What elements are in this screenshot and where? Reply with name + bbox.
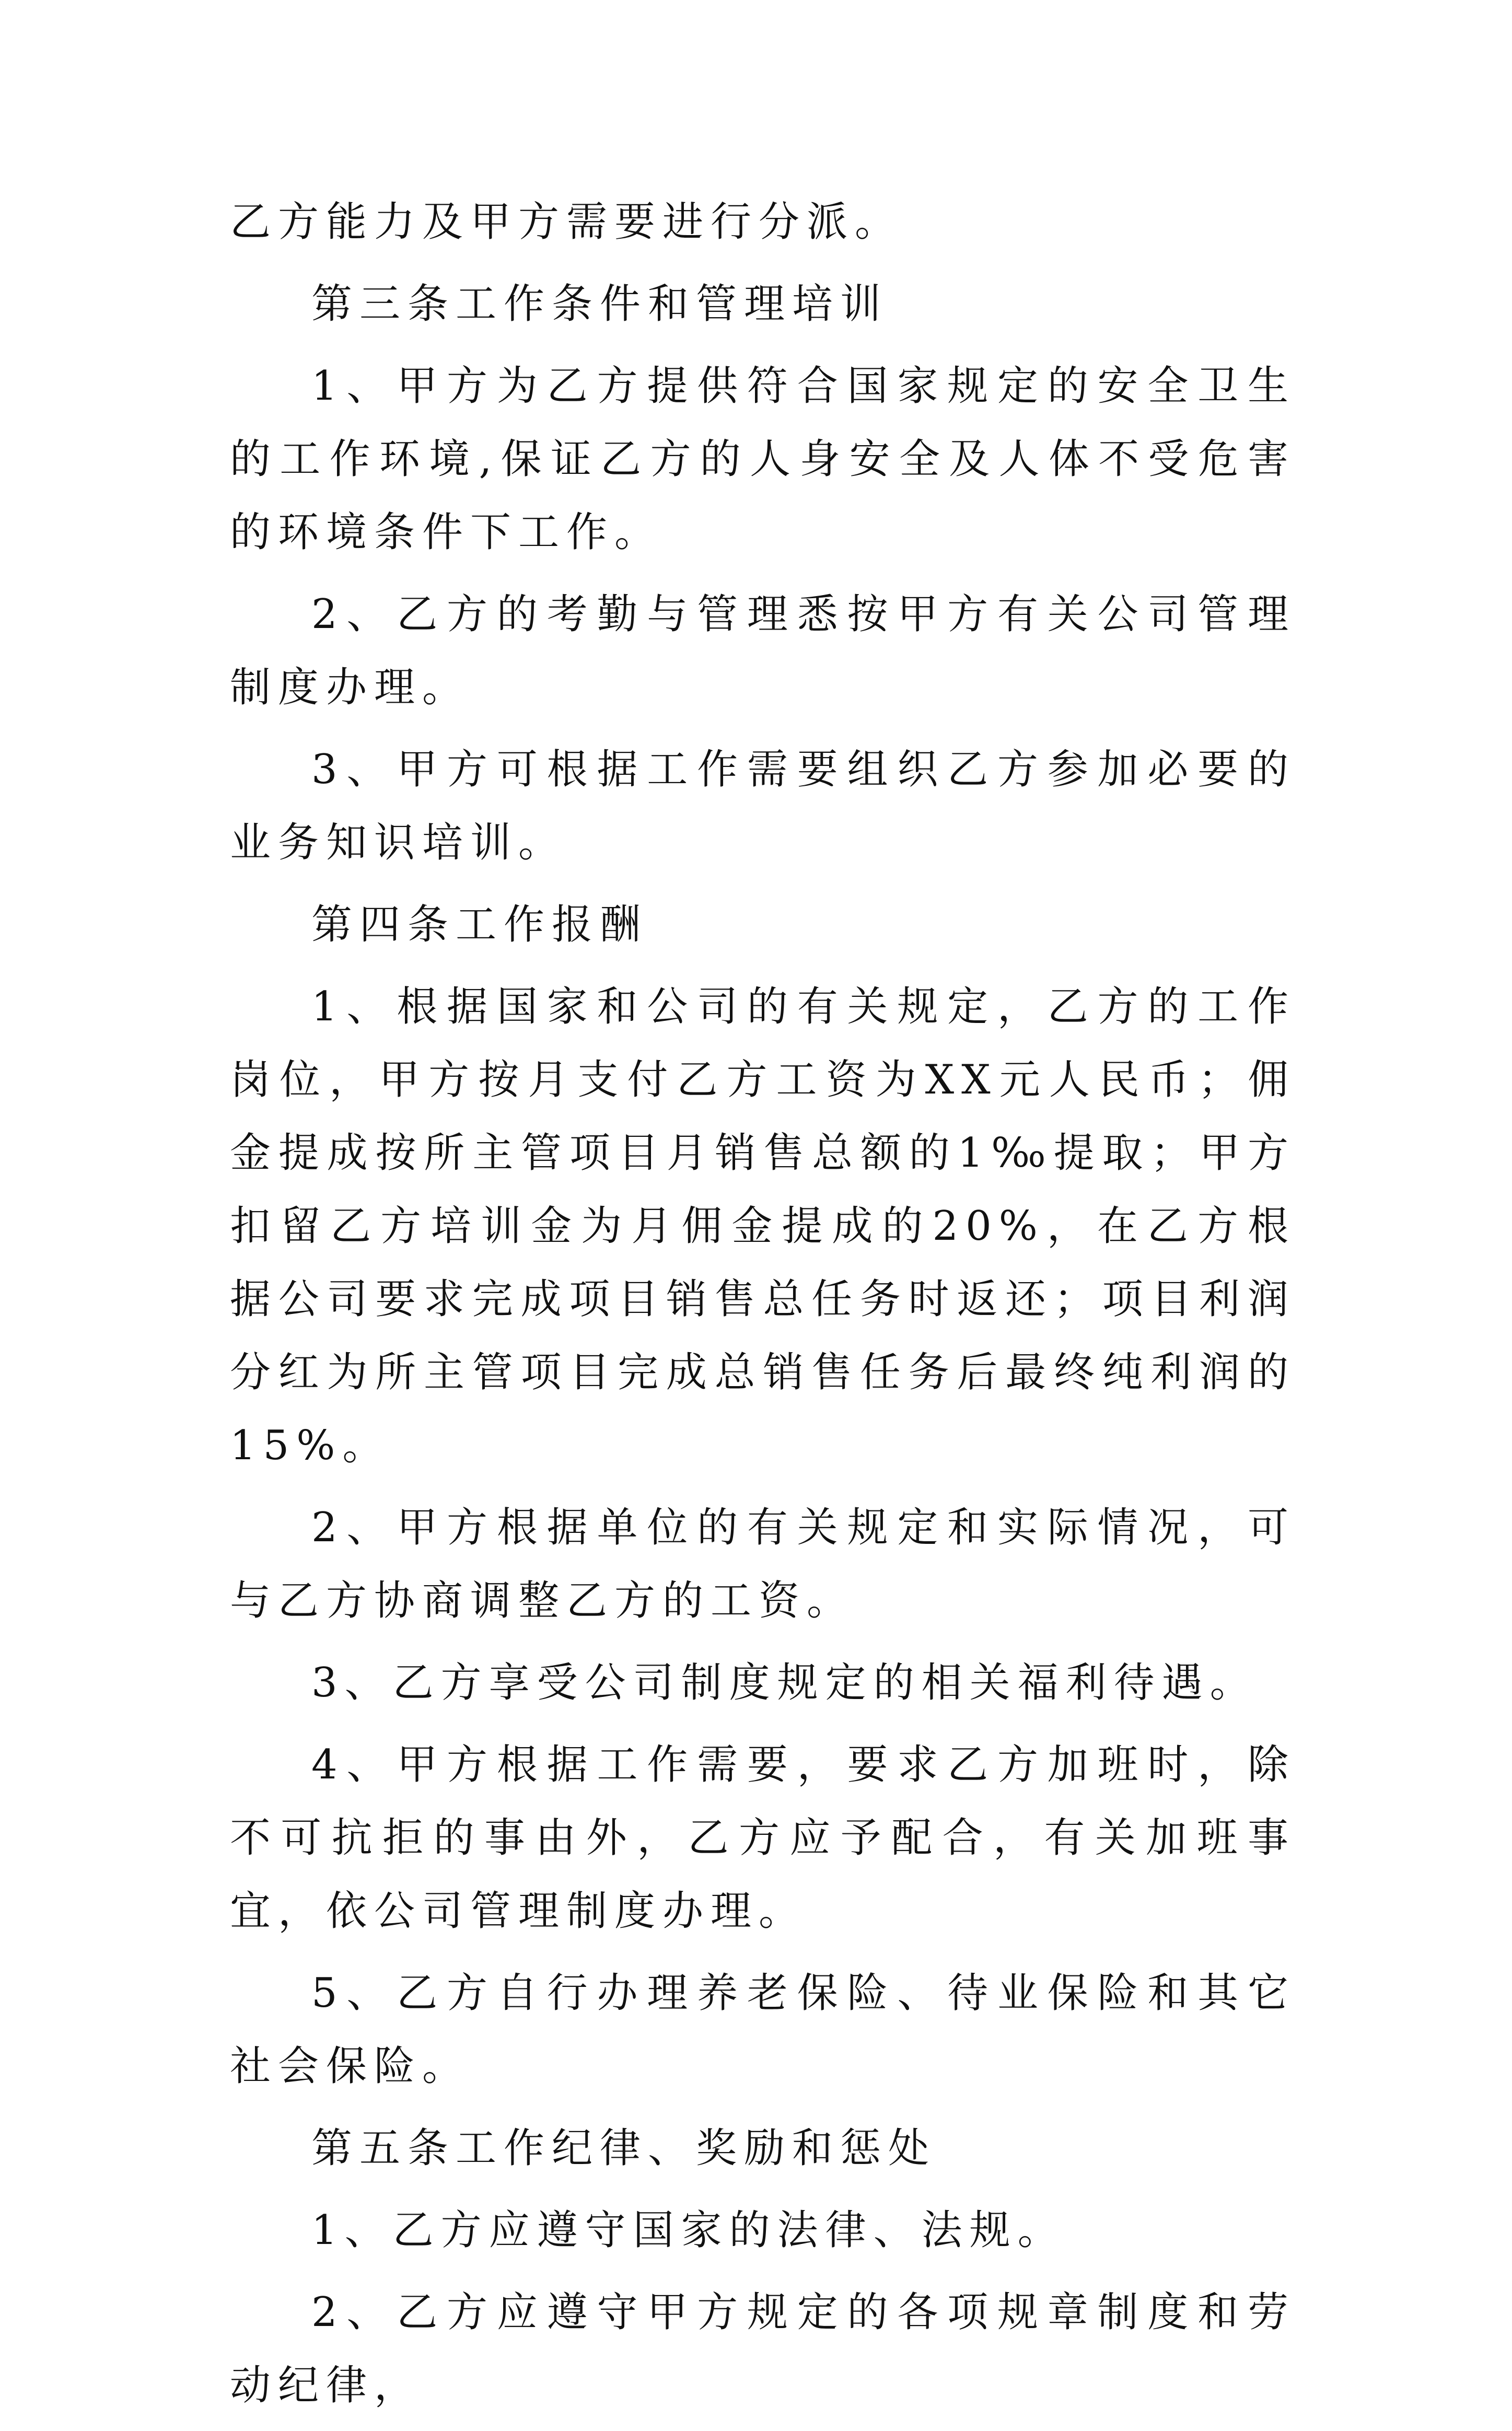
paragraph-article-4-item-4: 4、甲方根据工作需要，要求乙方加班时，除不可抗拒的事由外，乙方应予配合，有关加班事宜，依公司管理制度办理。 <box>230 1741 1296 1935</box>
paragraph-article-3-item-2: 2、乙方的考勤与管理悉按甲方有关公司管理制度办理。 <box>230 591 1296 711</box>
paragraph-article-5-item-1: 1、乙方应遵守国家的法律、法规。 <box>311 2207 1066 2254</box>
paragraph-article-3-item-1: 1、甲方为乙方提供符合国家规定的安全卫生的工作环境,保证乙方的人身安全及人体不受危害的环境条件下工作。 <box>230 363 1296 556</box>
paragraph-continuation: 乙方能力及甲方需要进行分派。 <box>230 199 903 246</box>
section-heading-article-4: 第四条工作报酬 <box>311 901 648 948</box>
section-heading-article-5: 第五条工作纪律、奖励和惩处 <box>311 2125 937 2172</box>
paragraph-article-4-item-5: 5、乙方自行办理养老保险、待业保险和其它社会保险。 <box>230 1970 1296 2090</box>
paragraph-article-4-item-3: 3、乙方享受公司制度规定的相关福利待遇。 <box>311 1659 1258 1706</box>
paragraph-article-4-item-2: 2、甲方根据单位的有关规定和实际情况，可与乙方协商调整乙方的工资。 <box>230 1504 1296 1624</box>
paragraph-article-5-item-2: 2、乙方应遵守甲方规定的各项规章制度和劳动纪律， <box>230 2289 1296 2409</box>
paragraph-article-4-item-1: 1、根据国家和公司的有关规定，乙方的工作岗位，甲方按月支付乙方工资为XX元人民币；佣金提成按所主管项目月销售总额的1‰提取；甲方扣留乙方培训金为月佣金提成的20%，在乙方根据公司要求完成项目销售总任务时返还；项目利润分红为所主管项目完成总销售任务后最终纯利润的15%。 <box>230 983 1296 1469</box>
document-body <box>230 185 1296 2431</box>
paragraph-article-3-item-3: 3、甲方可根据工作需要组织乙方参加必要的业务知识培训。 <box>230 746 1296 866</box>
section-heading-article-3: 第三条工作条件和管理培训 <box>311 281 889 328</box>
